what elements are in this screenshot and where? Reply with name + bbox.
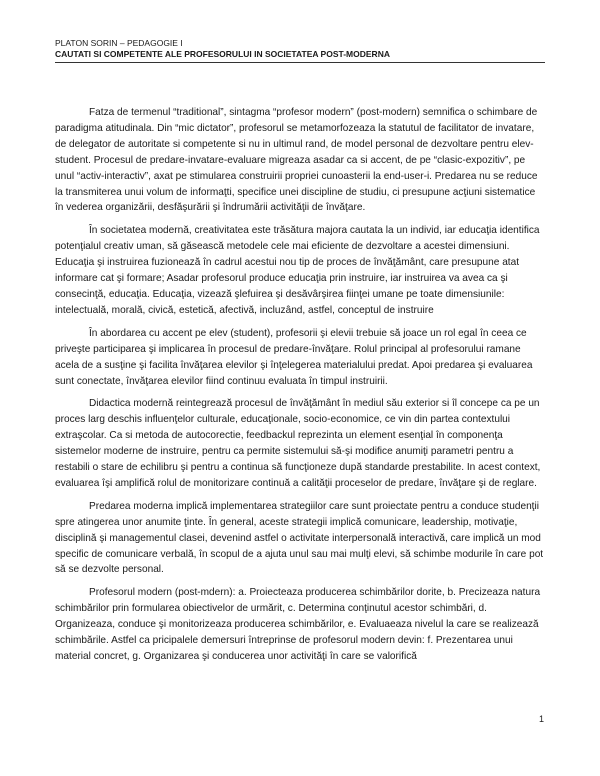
header-divider (55, 62, 545, 63)
paragraph-3: În abordarea cu accent pe elev (student), profesorii şi elevii trebuie să joace un rol egal în ceea ce priveşte participarea şi implicarea în procesul de predare-învăţare. Rolul principal al profesorului ramane acela de a susţine şi facilita învăţarea elevilor şi înţelegerea materialului predat. Apoi predarea şi evaluarea sunt conectate, învăţarea elevilor fiind continuu evaluata în timpul instruirii. (55, 327, 533, 387)
paragraph-4: Didactica modernă reintegrează procesul de învăţământ în mediul său exterior si îl concepe ca pe un proces larg deschis influenţelor culturale, educaţionale, socio-economice, ce vin din partea contextului extraşcolar. Ca si metoda de autocorectie, feedbackul reprezinta un element esenţial în componenţa sistemelor moderne de instruire, pentru ca permite sistemului să-şi modifice anumiţi parametri pentru a restabili o stare de echilibru şi pentru a continua să funcţioneze după standarde prestabilite. In acest context, evaluarea îşi amplifică rolul de monitorizare continuă a calităţii proceselor de predare, învăţare şi de reglare. (55, 398, 541, 489)
paragraph-1: Fatza de termenul “traditional”, sintagma “profesor modern” (post-modern) semnifica o schimbare de paradigma atitudinala. Din “mic dictator”, profesorul se metamorfozeaza la statutul de facilitator de invatare, de delegator de autoritate si competente si nu in ultimul rand, de model personal de dezvoltare pentru elev-student. Procesul de predare-invatare-evaluare migreaza asadar ca si accent, de pe “clasic-expozitiv”, pe unul “activ-interactiv”, axat pe stimularea construirii propriei cunoasterii la end-user-i. Predarea nu se reduce la transmiterea unui volum de informaţti, specifice unei discipline de studiu, ci presupune acţiuni sistematice în vederea organizării, desfăşurării şi îndrumării activităţii de învăţare. (55, 107, 538, 214)
page-header (55, 38, 545, 60)
document-body (55, 105, 545, 672)
page-number: 1 (538, 714, 544, 724)
paragraph-2: În societatea modernă, creativitatea este trăsătura majora cautata la un individ, iar educaţia identifica potenţialul creativ uman, să găsească metodele cele mai eficiente de dezvoltare a acestei dimensiuni. Educaţia şi instruirea fuzionează în cadrul acestui nou tip de proces de învăţământ, care presupune atat informare cat şi formare; Asadar profesorul produce educaţia prin instruire, iar instruirea va avea ca şi consecinţă, educaţia. Educaţia, vizează şlefuirea şi desăvârşirea fiinţei umane pe toate dimensiunile: intelectuală, morală, civică, estetică, afectivă, incluzând, astfel, conceptul de instruire (55, 225, 540, 316)
paragraph-5: Predarea moderna implică implementarea strategiilor care sunt proiectate pentru a conduce studenţii spre atingerea unor anumite ţinte. În general, aceste strategii implică comunicare, leadership, motivaţie, disciplină şi managementul clasei, devenind astfel o activitate interpersonală interactivă, care implică un mod specific de comunicare verbală, în scopul de a ajuta unul sau mai mulţi elevi, să schimbe modurile în care pot să se dezvolte personal. (55, 500, 544, 576)
header-title: CAUTATI SI COMPETENTE ALE PROFESORULUI IN SOCIETATEA POST-MODERNA (55, 49, 390, 59)
paragraph-6: Profesorul modern (post-mdern): a. Proiecteaza producerea schimbărilor dorite, b. Precizeaza natura schimbărilor prin formularea obiectivelor de urmărit, c. Determina conţinutul acestor schimbări, d. Organizeaza, conduce şi monitorizeaza producerea schimbărilor, e. Evaluaeaza nivelul la care se realizează schimbările. Astfel ca pricipalele demersuri întreprinse de profesorul modern devin: f. Prezentarea unui material concret, g. Organizarea şi conducerea unor activităţi în care se valorifică (55, 587, 541, 662)
header-author: PLATON SORIN – PEDAGOGIE I (55, 38, 183, 48)
